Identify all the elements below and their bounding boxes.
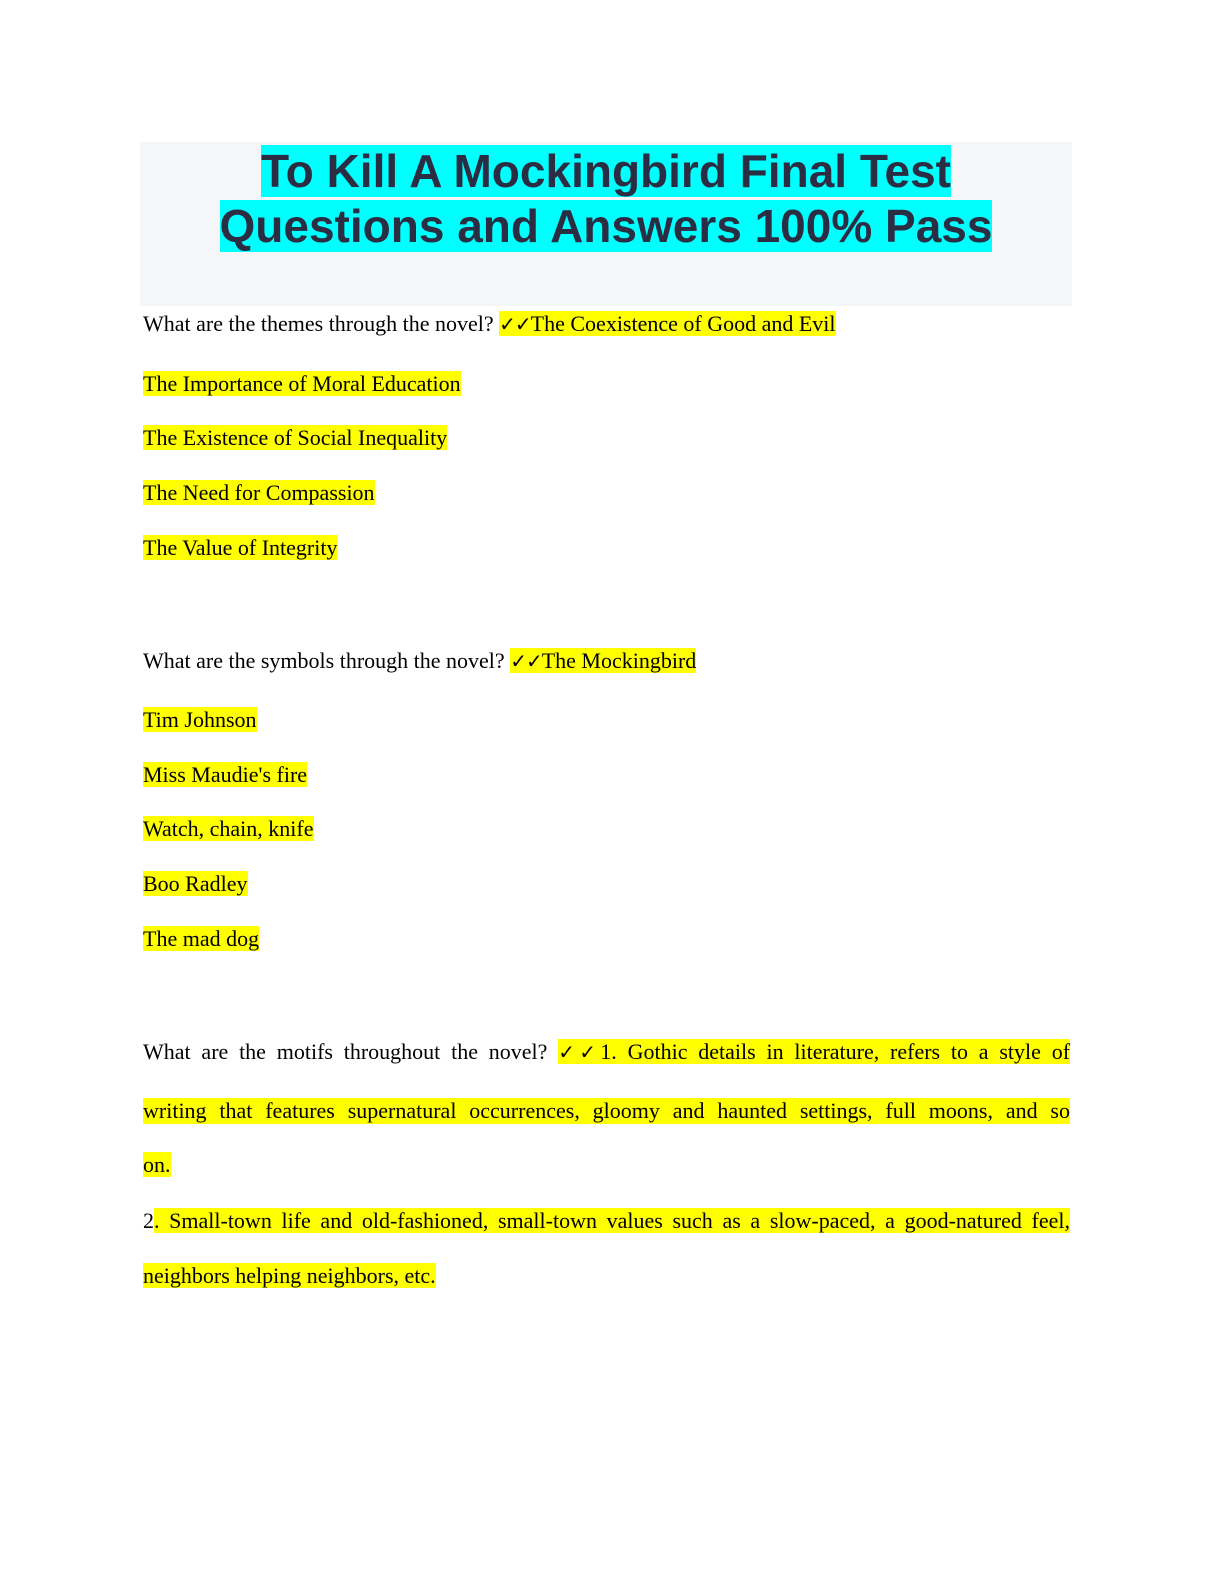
document-title: [140, 144, 1072, 254]
double-check-icon: ✓✓: [510, 649, 542, 673]
answer-highlight: ✓✓1. Gothic details in literature, refers to a style of: [558, 1039, 1071, 1064]
answer-highlight: ✓✓The Mockingbird: [510, 648, 697, 673]
title-line-1: To Kill A Mockingbird Final Test: [261, 145, 951, 197]
question-motifs: What are the motifs throughout the novel? ✓✓1. Gothic details in literature, refers to a style of: [143, 1039, 1071, 1064]
answer-line: on.: [143, 1152, 171, 1177]
answer-item: The Need for Compassion: [143, 480, 375, 505]
double-check-icon: ✓✓: [499, 312, 531, 336]
answer-item: Tim Johnson: [143, 707, 257, 732]
double-check-icon: ✓✓: [558, 1040, 601, 1064]
answer-item: Watch, chain, knife: [143, 816, 314, 841]
answer-item: The mad dog: [143, 926, 260, 951]
question-themes: What are the themes through the novel? ✓✓The Coexistence of Good and Evil: [143, 311, 836, 336]
title-line-2: Questions and Answers 100% Pass: [219, 200, 993, 252]
answer-highlight: ✓✓The Coexistence of Good and Evil: [499, 311, 836, 336]
answer-item: Miss Maudie's fire: [143, 762, 308, 787]
answer-item-2: 2. Small-town life and old-fashioned, small-town values such as a slow-paced, a good-natured feel,: [143, 1208, 1070, 1233]
title-box: [140, 142, 1072, 306]
answer-line: writing that features supernatural occurrences, gloomy and haunted settings, full moons, and so: [143, 1098, 1070, 1123]
answer-line: neighbors helping neighbors, etc.: [143, 1263, 436, 1288]
answer-item: Boo Radley: [143, 871, 248, 896]
answer-item: The Existence of Social Inequality: [143, 425, 448, 450]
question-symbols: What are the symbols through the novel? ✓✓The Mockingbird: [143, 648, 697, 673]
answer-item: The Value of Integrity: [143, 535, 338, 560]
answer-item: The Importance of Moral Education: [143, 371, 461, 396]
